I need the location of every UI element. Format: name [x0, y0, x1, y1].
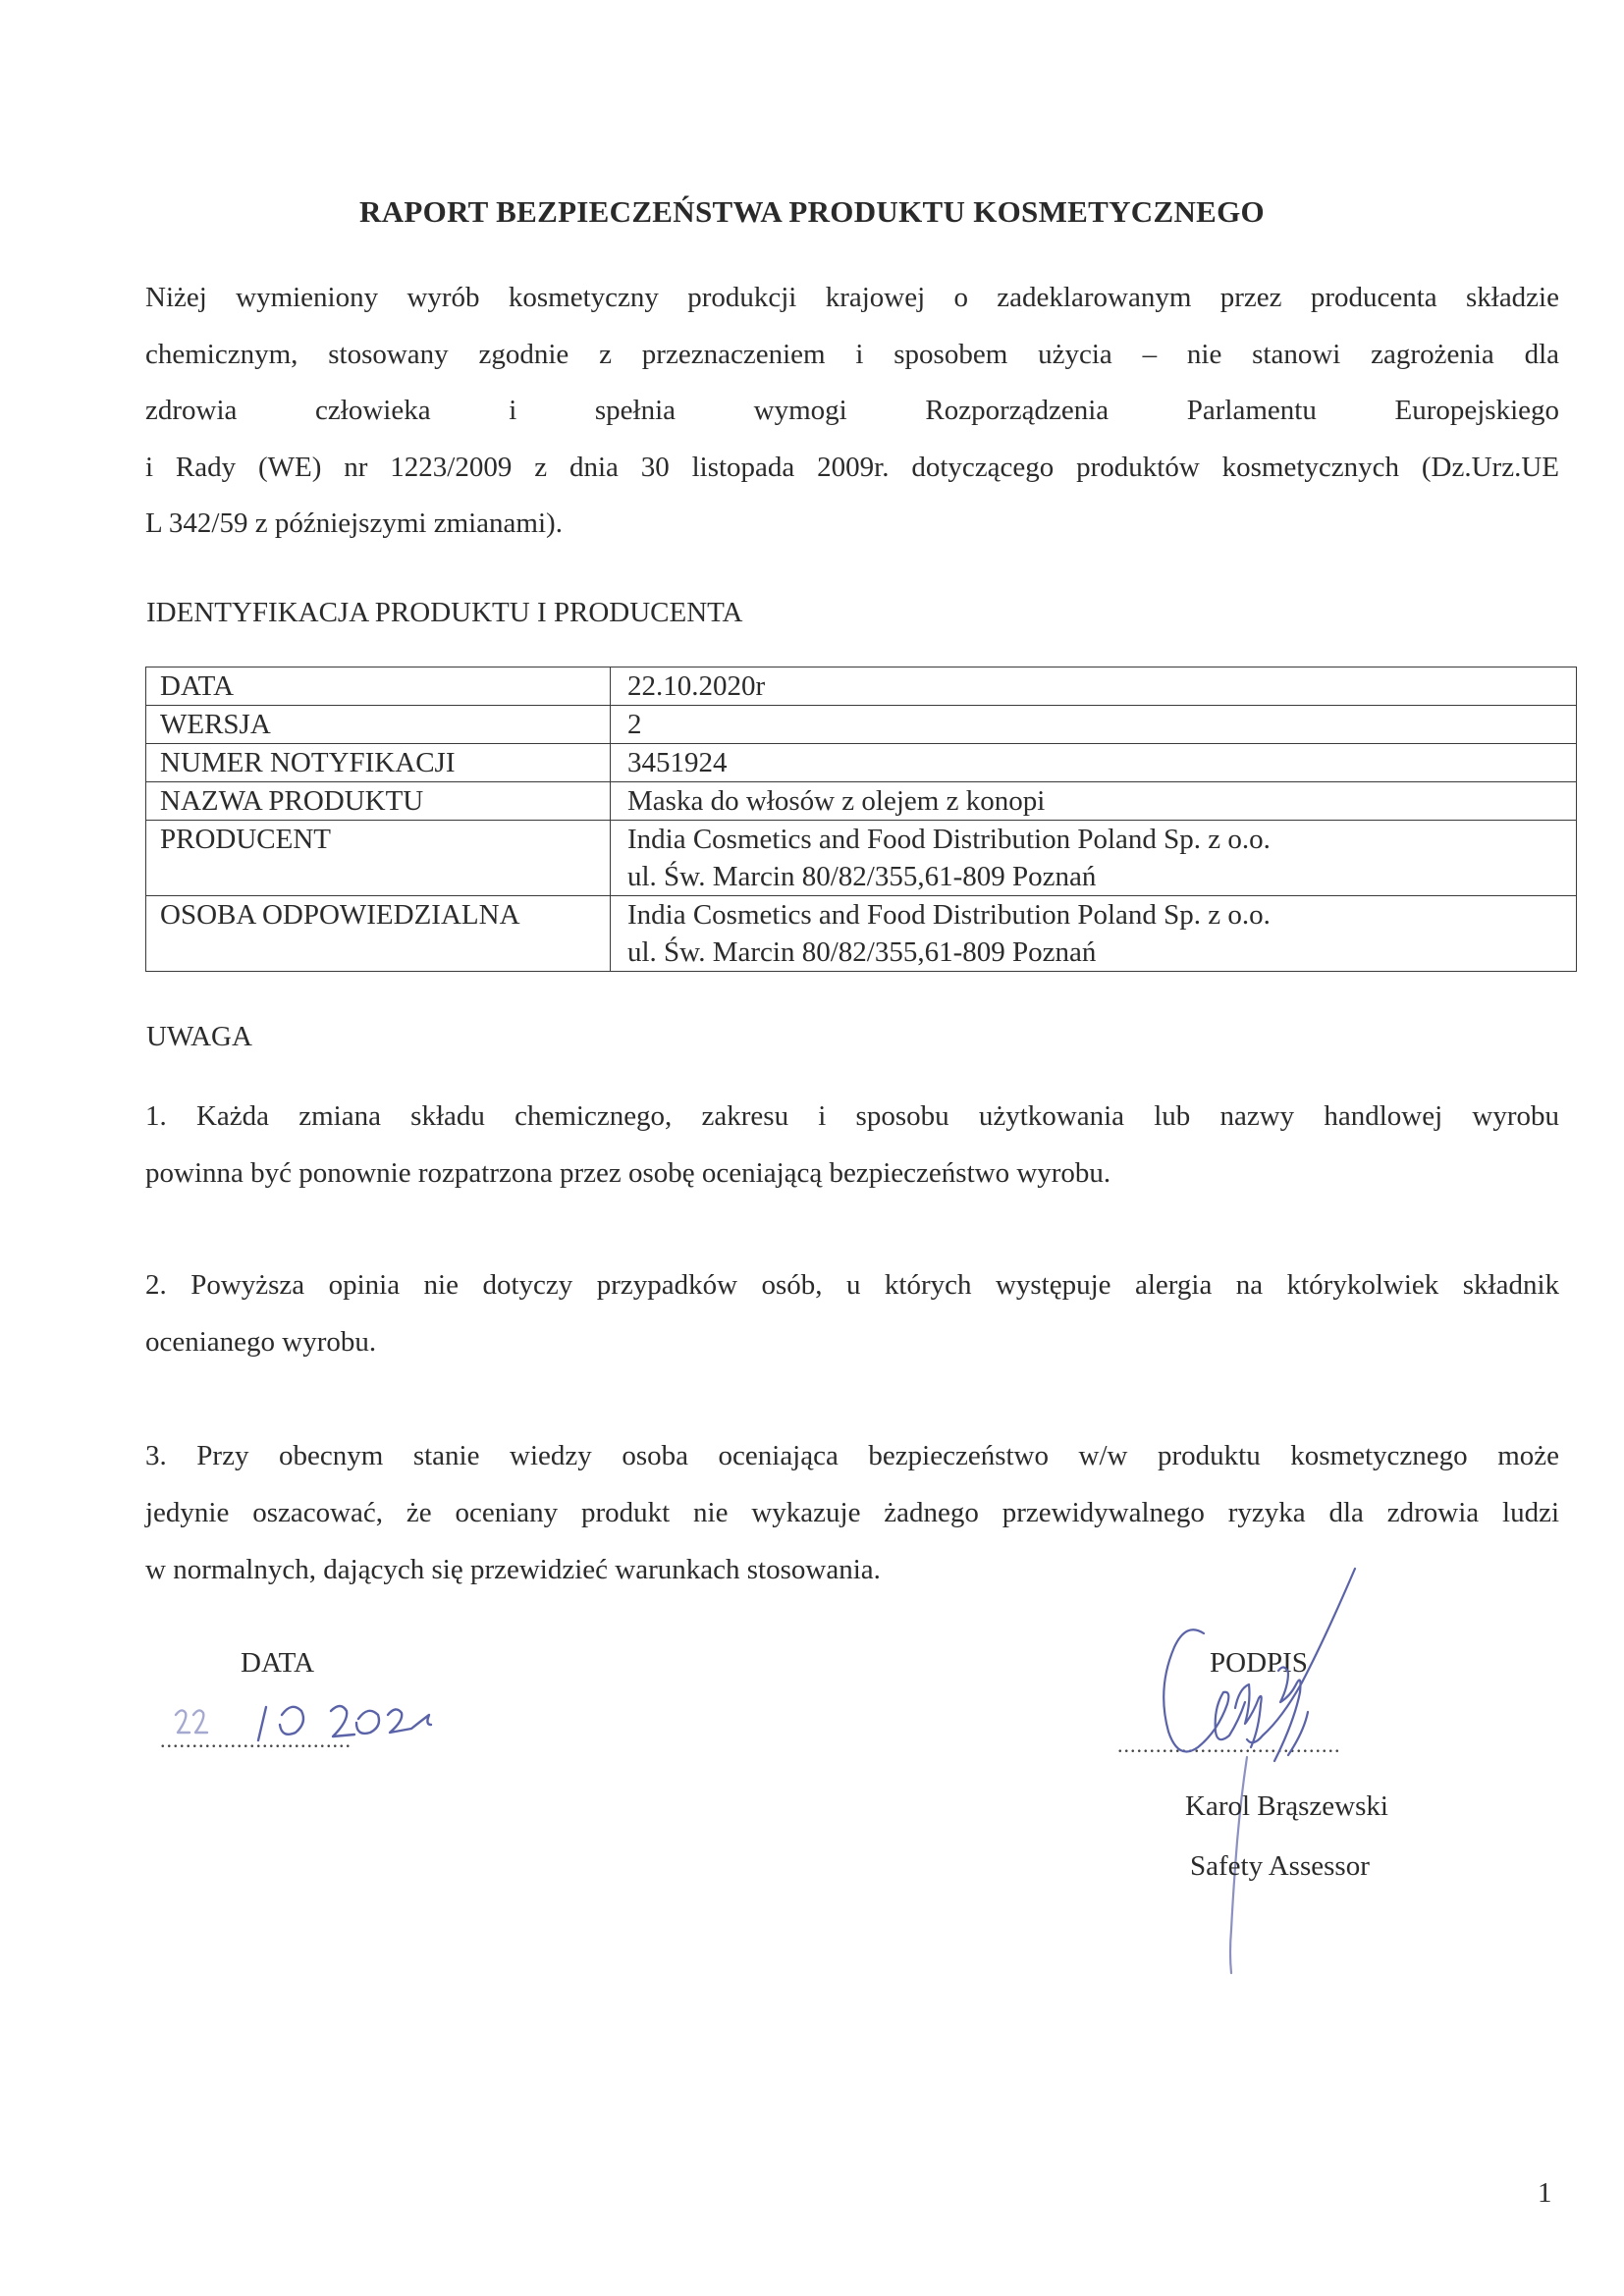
- row-value: Maska do włosów z olejem z konopi: [611, 782, 1577, 821]
- value-line: India Cosmetics and Food Distribution Poland Sp. z o.o.: [627, 899, 1271, 931]
- identification-heading: IDENTYFIKACJA PRODUKTU I PRODUCENTA: [146, 597, 743, 628]
- row-label: NAZWA PRODUKTU: [146, 782, 611, 821]
- signature-dotted-line: ...................................: [1117, 1733, 1341, 1757]
- intro-paragraph: [145, 270, 1559, 553]
- remark-line: 2. Powyższa opinia nie dotyczy przypadków osób, u których występuje alergia na którykolwiek składnik: [145, 1269, 1559, 1301]
- signer-name: Karol Brąszewski: [1185, 1790, 1388, 1822]
- table-row: [146, 782, 1577, 821]
- table-row: [146, 821, 1577, 896]
- page-number: 1: [1538, 2177, 1552, 2209]
- identification-table: [145, 667, 1577, 972]
- intro-line: i Rady (WE) nr 1223/2009 z dnia 30 listopada 2009r. dotyczącego produktów kosmetycznych (Dz.Urz.UE: [145, 451, 1559, 483]
- value-line: ul. Św. Marcin 80/82/355,61-809 Poznań: [627, 936, 1097, 968]
- intro-line: L 342/59 z późniejszymi zmianami).: [145, 507, 563, 539]
- row-label: WERSJA: [146, 706, 611, 744]
- row-label: OSOBA ODPOWIEDZIALNA: [146, 896, 611, 972]
- table-row: [146, 667, 1577, 706]
- remark-line: jedynie oszacować, że oceniany produkt nie wykazuje żadnego przewidywalnego ryzyka dla zdrowia ludzi: [145, 1497, 1559, 1528]
- remark-item: [145, 1256, 1559, 1370]
- remarks-heading: UWAGA: [146, 1021, 252, 1052]
- value-line: India Cosmetics and Food Distribution Poland Sp. z o.o.: [627, 824, 1271, 855]
- date-label: DATA: [241, 1647, 315, 1679]
- table-row: [146, 706, 1577, 744]
- remark-line: w normalnych, dających się przewidzieć warunkach stosowania.: [145, 1554, 881, 1585]
- signature-label: PODPIS: [1210, 1647, 1308, 1679]
- value-line: ul. Św. Marcin 80/82/355,61-809 Poznań: [627, 861, 1097, 892]
- remark-item: [145, 1088, 1559, 1201]
- table-row: [146, 744, 1577, 782]
- remark-line: 3. Przy obecnym stanie wiedzy osoba oceniająca bezpieczeństwo w/w produktu kosmetycznego może: [145, 1440, 1559, 1471]
- row-label: PRODUCENT: [146, 821, 611, 896]
- handwritten-signature: [1129, 1561, 1384, 1983]
- intro-line: Niżej wymieniony wyrób kosmetyczny produkcji krajowej o zadeklarowanym przez producenta składzie: [145, 282, 1559, 313]
- remark-line: powinna być ponownie rozpatrzona przez osobę oceniającą bezpieczeństwo wyrobu.: [145, 1157, 1111, 1189]
- signer-role: Safety Assessor: [1190, 1850, 1370, 1882]
- row-value: 3451924: [611, 744, 1577, 782]
- row-value: [611, 896, 1577, 972]
- row-label: NUMER NOTYFIKACJI: [146, 744, 611, 782]
- row-value: 2: [611, 706, 1577, 744]
- row-label: DATA: [146, 667, 611, 706]
- table-row: [146, 896, 1577, 972]
- intro-line: chemicznym, stosowany zgodnie z przeznaczeniem i sposobem użycia – nie stanowi zagrożenia dla: [145, 338, 1559, 370]
- intro-line: zdrowia człowieka i spełnia wymogi Rozporządzenia Parlamentu Europejskiego: [145, 395, 1559, 426]
- remark-line: ocenianego wyrobu.: [145, 1326, 377, 1358]
- row-value: 22.10.2020r: [611, 667, 1577, 706]
- document-title: RAPORT BEZPIECZEŃSTWA PRODUKTU KOSMETYCZNEGO: [359, 194, 1265, 229]
- handwritten-date-scribble: [172, 1693, 457, 1752]
- remark-line: 1. Każda zmiana składu chemicznego, zakresu i sposobu użytkowania lub nazwy handlowej wyrobu: [145, 1100, 1559, 1132]
- row-value: [611, 821, 1577, 896]
- date-dotted-line: ..............................: [160, 1728, 352, 1752]
